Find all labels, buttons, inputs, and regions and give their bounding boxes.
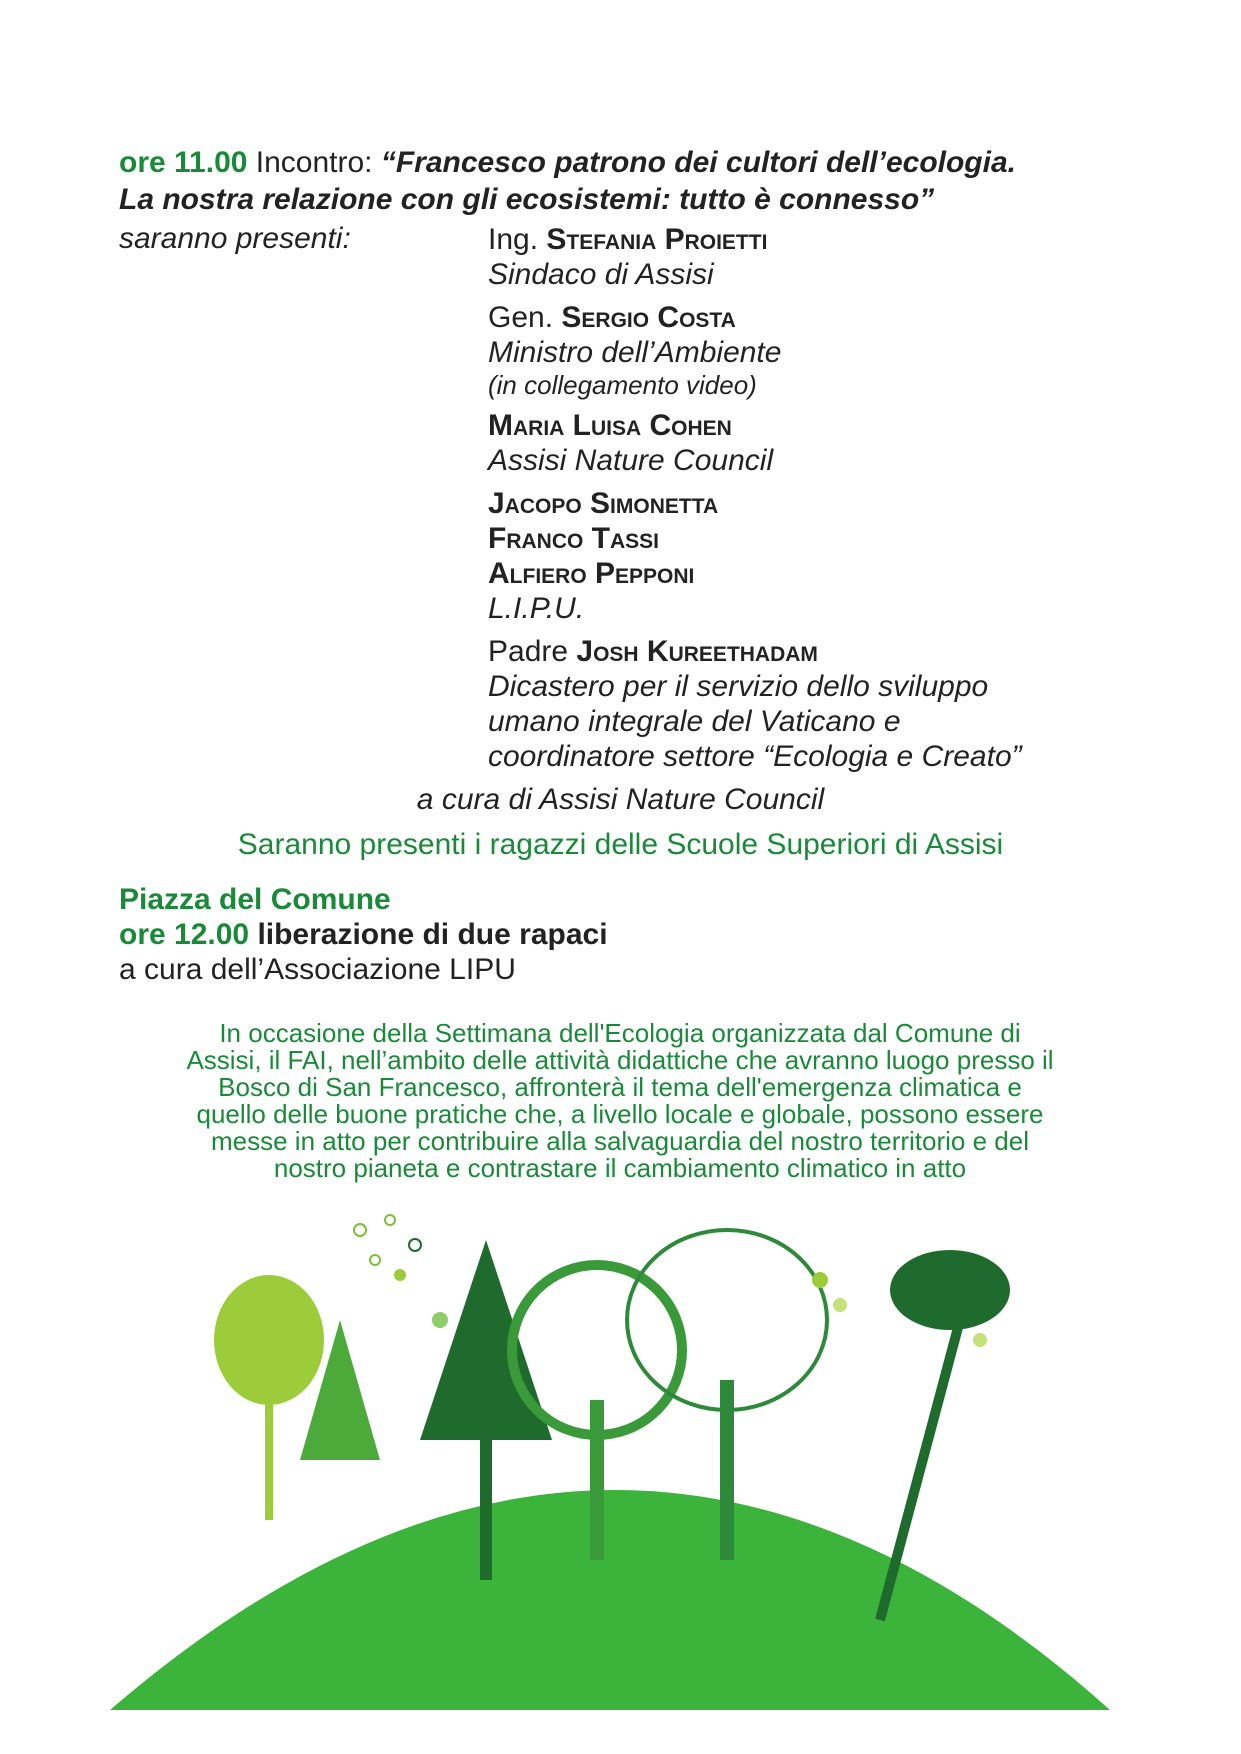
speaker-role: Assisi Nature Council	[488, 444, 774, 477]
speaker-name: Maria Luisa Cohen	[488, 409, 732, 442]
speaker-proietti	[488, 222, 1188, 292]
tree-pine	[880, 1250, 1010, 1620]
speaker-prefix: Padre	[488, 635, 569, 668]
speaker-name: Sergio Costa	[561, 301, 736, 334]
speaker-name: Josh Kureethadam	[576, 635, 818, 668]
speaker-note: (in collegamento video)	[488, 370, 757, 400]
students-note: Saranno presenti i ragazzi delle Scuole Superiori di Assisi	[237, 828, 1004, 861]
piazza-curated: a cura dell’Associazione LIPU	[119, 953, 516, 986]
speaker-name: Stefania Proietti	[546, 223, 768, 256]
fai-line: Assisi, il FAI, nell’ambito delle attività didattiche che avranno luogo presso il	[186, 1045, 1054, 1075]
speaker-kureethadam	[488, 634, 1188, 774]
speakers-label: saranno presenti:	[119, 222, 351, 255]
speaker-role-line: coordinatore settore “Ecologia e Creato”	[488, 740, 1022, 773]
speaker-role: Sindaco di Assisi	[488, 258, 714, 291]
piazza-event: liberazione di due rapaci	[257, 918, 608, 951]
speaker-role-line: Dicastero per il servizio dello sviluppo	[488, 670, 989, 703]
piazza-section	[119, 882, 608, 987]
speaker-costa	[488, 300, 1188, 400]
event-heading	[119, 144, 1159, 218]
speaker-prefix: Gen.	[488, 301, 554, 334]
piazza-place: Piazza del Comune	[119, 883, 391, 916]
speaker-role: L.I.P.U.	[488, 592, 585, 625]
speaker-name: Franco Tassi	[488, 522, 659, 555]
fai-line: quello delle buone pratiche che, a livello locale e globale, possono essere	[196, 1099, 1044, 1129]
fai-line: nostro pianeta e contrastare il cambiamento climatico in atto	[273, 1153, 967, 1183]
tree-lime	[214, 1275, 324, 1520]
event-title-line-1: “Francesco patrono dei cultori dell’ecologia.	[380, 146, 1016, 179]
piazza-time: ore 12.00	[119, 918, 250, 951]
speaker-role-line: umano integrale del Vaticano e	[488, 705, 901, 738]
fai-line: messe in atto per contribuire alla salvaguardia del nostro territorio e del	[211, 1126, 1029, 1156]
fai-paragraph	[110, 1020, 1130, 1182]
event-kind: Incontro:	[255, 146, 373, 179]
ecology-hill-illustration	[100, 1200, 1140, 1720]
event-time: ore 11.00	[119, 146, 248, 179]
event-line-1	[119, 144, 1159, 181]
curated-by: a cura di Assisi Nature Council	[416, 783, 825, 816]
event-title-line-2: La nostra relazione con gli ecosistemi: tutto è connesso”	[119, 183, 935, 216]
speakers-list	[488, 222, 1188, 782]
green-hill	[110, 1490, 1110, 1710]
fai-line: In occasione della Settimana dell'Ecologia organizzata dal Comune di	[219, 1018, 1021, 1048]
speaker-cohen	[488, 408, 1188, 478]
speaker-role: Ministro dell’Ambiente	[488, 336, 782, 369]
speaker-lipu-group	[488, 486, 1188, 626]
speaker-name: Jacopo Simonetta	[488, 487, 719, 520]
speaker-name: Alfiero Pepponi	[488, 557, 695, 590]
fai-line: Bosco di San Francesco, affronterà il tema dell'emergenza climatica e	[218, 1072, 1022, 1102]
speaker-prefix: Ing.	[488, 223, 539, 256]
